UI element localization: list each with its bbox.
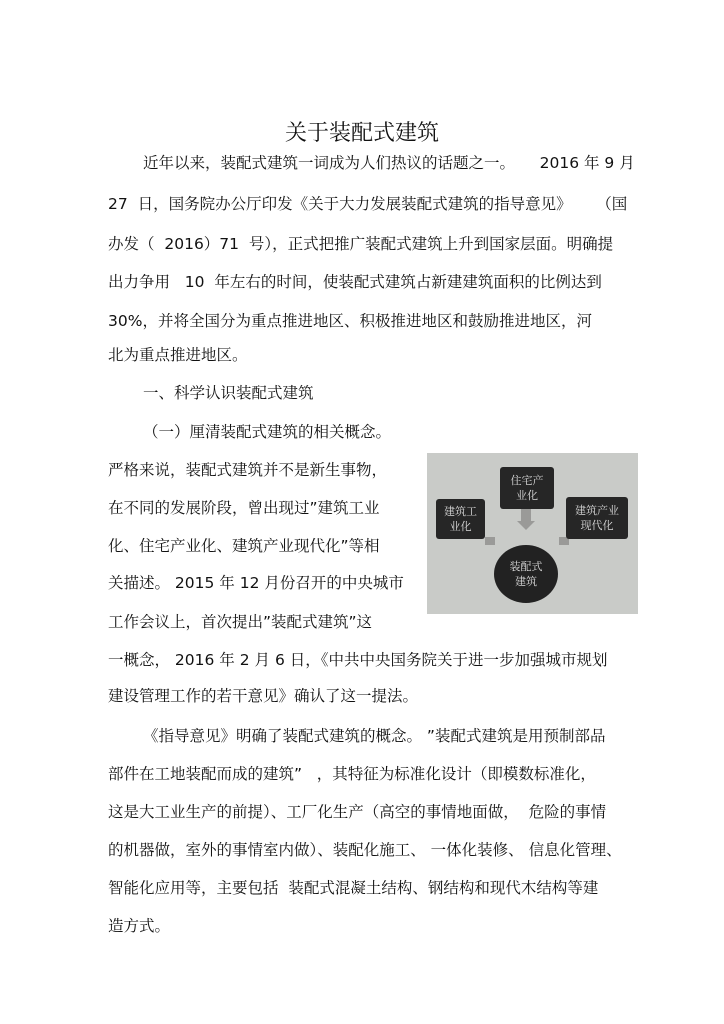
paragraph-line: 近年以来，装配式建筑一词成为人们热议的话题之一。 2016 年 9 月 — [143, 154, 635, 172]
diagram-node-top: 住宅产 业化 — [500, 467, 554, 509]
diagram-node-right: 建筑产业 现代化 — [566, 497, 628, 539]
diagram-node-center: 装配式 建筑 — [494, 545, 558, 603]
paragraph-line: 27 日，国务院办公厅印发《关于大力发展装配式建筑的指导意见》 （国 — [108, 195, 628, 213]
paragraph-line: 工作会议上，首次提出”装配式建筑”这 — [108, 613, 373, 631]
arrow-down-icon — [517, 521, 535, 530]
section-heading: 一、科学认识装配式建筑 — [143, 384, 314, 402]
paragraph-line: 部件在工地装配而成的建筑” ，其特征为标准化设计（即模数标准化， — [108, 765, 596, 783]
paragraph-line: 的机器做，室外的事情室内做）、装配化施工、 一体化装修、 信息化管理、 — [108, 841, 622, 859]
page-title: 关于装配式建筑 — [284, 121, 439, 146]
paragraph-line: 造方式。 — [108, 917, 171, 935]
paragraph-line: 30%，并将全国分为重点推进地区、积极推进地区和鼓励推进地区，河 — [108, 312, 592, 330]
concept-diagram-image — [427, 453, 638, 614]
paragraph-line: 化、住宅产业化、建筑产业现代化”等相 — [108, 537, 380, 555]
paragraph-line: 北为重点推进地区。 — [108, 346, 248, 364]
paragraph-line: 办发（ 2016）71 号），正式把推广装配式建筑上升到国家层面。明确提 — [108, 235, 614, 253]
arrow-down-icon — [521, 508, 531, 522]
paragraph-line: 在不同的发展阶段，曾出现过”建筑工业 — [108, 499, 380, 517]
diagram-node-left: 建筑工 业化 — [436, 499, 485, 539]
paragraph-line: 一概念， 2016 年 2 月 6 日，《中共中央国务院关于进一步加强城市规划 — [108, 651, 608, 669]
paragraph-line: 这是大工业生产的前提）、工厂化生产（高空的事情地面做， 危险的事情 — [108, 803, 607, 821]
subsection-heading: （一）厘清装配式建筑的相关概念。 — [143, 423, 392, 441]
paragraph-line: 建设管理工作的若干意见》确认了这一提法。 — [108, 687, 419, 705]
paragraph-line: 智能化应用等，主要包括 装配式混凝土结构、钢结构和现代木结构等建 — [108, 879, 599, 897]
paragraph-line: 严格来说，装配式建筑并不是新生事物， — [108, 461, 388, 479]
paragraph-line: 关描述。 2015 年 12 月份召开的中央城市 — [108, 574, 404, 592]
arrow-right-icon — [485, 537, 495, 545]
paragraph-line: 《指导意见》明确了装配式建筑的概念。 ”装配式建筑是用预制部品 — [143, 727, 606, 745]
paragraph-line: 出力争用 10 年左右的时间，使装配式建筑占新建建筑面积的比例达到 — [108, 273, 602, 291]
